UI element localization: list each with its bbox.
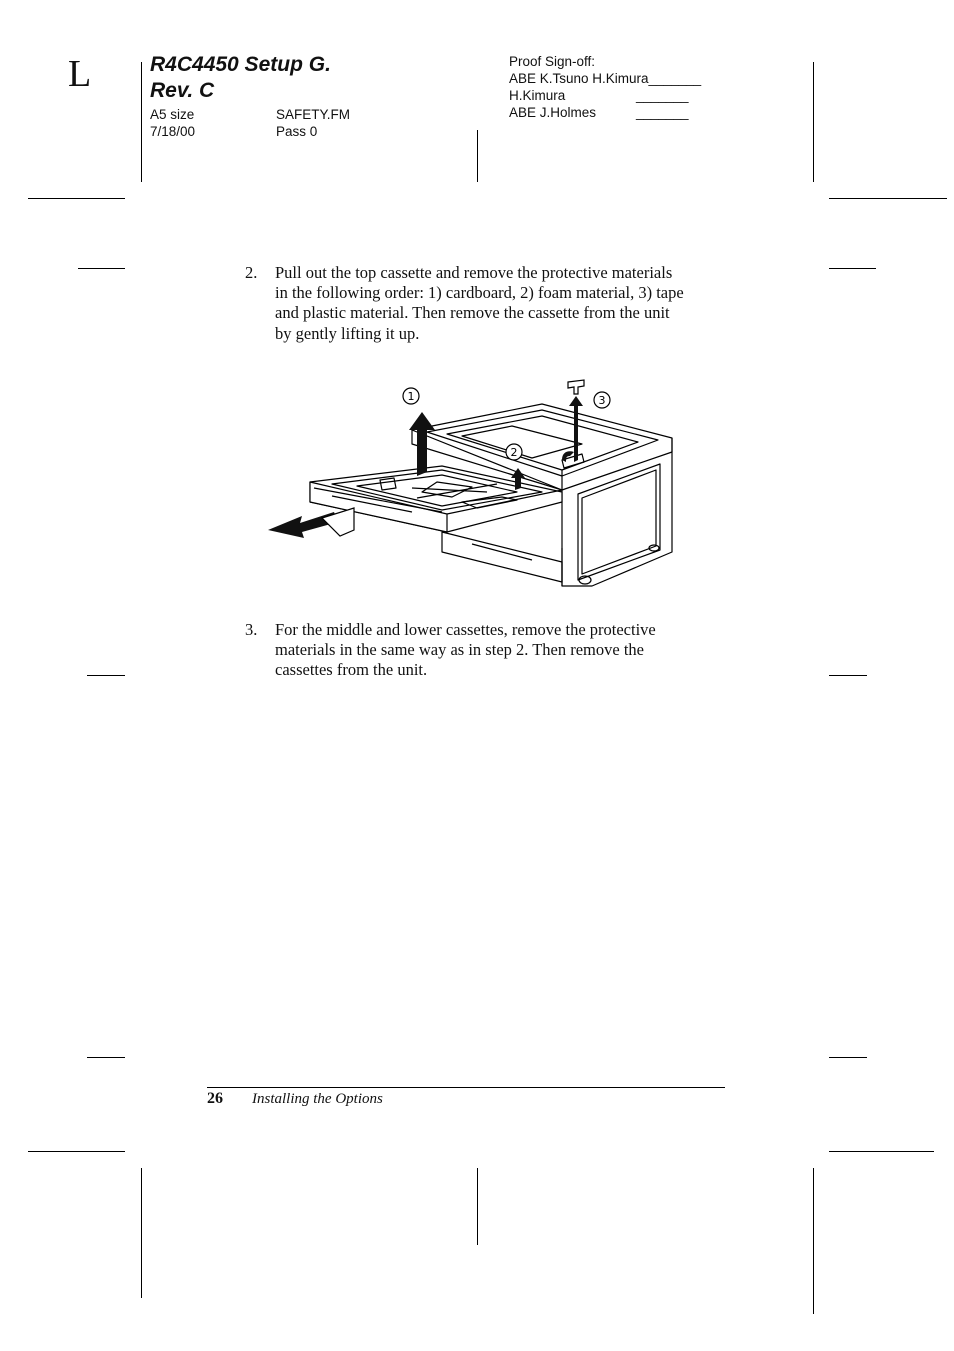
- crop-mark: [87, 675, 125, 676]
- step-text-line: by gently lifting it up.: [275, 323, 420, 343]
- crop-mark: [829, 675, 867, 676]
- document-title-line2: Rev. C: [150, 79, 215, 102]
- instruction-step-2: [245, 263, 725, 347]
- crop-mark: [141, 1168, 142, 1298]
- step-text-line: materials in the same way as in step 2. Then remove the: [275, 640, 645, 660]
- crop-mark: [829, 1057, 867, 1058]
- callout-3-label: 3: [598, 394, 606, 407]
- footer-section-title: Installing the Options: [252, 1091, 383, 1107]
- pass-number: Pass 0: [276, 124, 318, 139]
- document-date: 7/18/00: [150, 124, 196, 139]
- crop-mark: [813, 1168, 814, 1314]
- crop-mark: [829, 1151, 934, 1152]
- proof-line-2: H.Kimura: [509, 88, 566, 103]
- crop-mark: [477, 130, 478, 182]
- crop-mark: [87, 1057, 125, 1058]
- crop-mark: [78, 268, 125, 269]
- proof-line-3-blank: _______: [636, 105, 689, 120]
- proof-line-1: ABE K.Tsuno H.Kimura_______: [509, 71, 702, 86]
- page-number: 26: [207, 1090, 223, 1107]
- proof-line-2-blank: _______: [636, 88, 689, 103]
- page-side-letter: L: [68, 53, 92, 95]
- callout-2-label: 2: [510, 446, 518, 459]
- crop-mark: [813, 62, 814, 182]
- crop-mark: [829, 268, 876, 269]
- step-text-line: and plastic material. Then remove the cassette from the unit: [275, 303, 670, 323]
- step-number: 3.: [245, 620, 258, 639]
- step-text: [275, 620, 725, 681]
- step-text: [275, 263, 725, 344]
- step-text-line: Pull out the top cassette and remove the protective materials: [275, 263, 673, 282]
- step-text-line: For the middle and lower cassettes, remove the protective: [275, 620, 656, 639]
- cassette-removal-illustration: [262, 372, 678, 592]
- instruction-step-3: [245, 620, 725, 684]
- file-name: SAFETY.FM: [276, 107, 351, 122]
- crop-mark: [477, 1168, 478, 1245]
- crop-mark: [141, 62, 142, 182]
- step-text-line: in the following order: 1) cardboard, 2) foam material, 3) tape: [275, 283, 684, 303]
- document-title-line1: R4C4450 Setup G.: [150, 53, 331, 76]
- document-title: [150, 52, 410, 104]
- proof-heading: Proof Sign-off:: [509, 54, 596, 69]
- crop-mark: [829, 198, 947, 199]
- crop-mark: [28, 198, 125, 199]
- paper-size: A5 size: [150, 107, 195, 122]
- crop-mark: [28, 1151, 125, 1152]
- step-text-line: cassettes from the unit.: [275, 660, 428, 680]
- callout-1-label: 1: [407, 390, 415, 403]
- step-number: 2.: [245, 263, 258, 282]
- footer-rule: [207, 1087, 725, 1088]
- proof-line-3: ABE J.Holmes: [509, 105, 597, 120]
